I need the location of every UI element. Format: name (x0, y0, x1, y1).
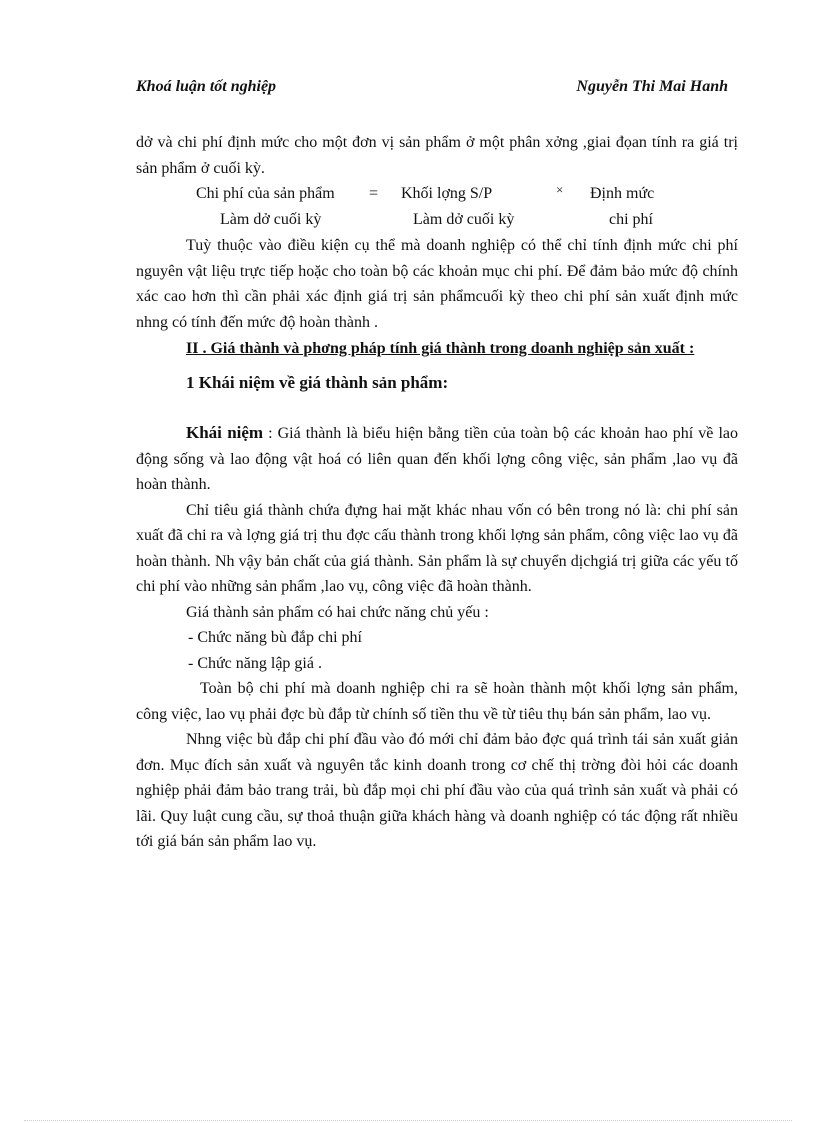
formula-mid-line1: Khối lợng S/P (401, 185, 493, 202)
formula-times: × (556, 182, 564, 197)
formula-rhs-line2: chi phí (609, 211, 653, 228)
header-author-name: Nguyễn Thi Mai Hanh (576, 78, 728, 95)
paragraph-total-cost: Toàn bộ chi phí mà doanh nghiệp chi ra sẽ hoàn thành một khối lợng sản phẩm, công việc, lao vụ phải đợc bù đắp từ chính số tiền thu về từ tiêu thụ bán sản phẩm, lao vụ. (136, 680, 738, 723)
definition-text: : Giá thành là biểu hiện bằng tiền của toàn bộ các khoản hao phí về lao động sống và lao động vật hoá có liên quan đến khối lợng công việc, sản phẩm ,lao vụ đã hoàn thành. (136, 425, 738, 493)
list-item: - Chức năng bù đắp chi phí (188, 629, 362, 646)
page-bottom-divider (24, 1120, 792, 1121)
document-body (136, 130, 738, 855)
formula-lhs-line2: Làm dở cuối kỳ (220, 211, 322, 228)
formula-rhs-line1: Định mức (590, 185, 655, 202)
paragraph-indicator: Chỉ tiêu giá thành chứa đựng hai mặt khác nhau vốn có bên trong nó là: chi phí sản xuất đã chi ra và lợng giá trị thu đợc cấu thành trong khối lợng sản phẩm, công việc lao vụ đã hoàn thành. Nh vậy bản chất của giá thành. Sản phẩm là sự chuyển dịchgiá trị giữa các yếu tố chi phí vào những sản phẩm ,lao vụ, công việc đã hoàn thành. (136, 501, 738, 595)
paragraph-functions-intro: Giá thành sản phẩm có hai chức năng chủ yếu : (186, 603, 489, 621)
subsection-heading: 1 Khái niệm về giá thành sản phẩm: (186, 373, 449, 392)
paragraph-intro: dở và chi phí định mức cho một đơn vị sản phẩm ở một phân xởng ,giai đọan tính ra giá trị sản phẩm ở cuối kỳ. (136, 134, 738, 177)
formula-mid-line2: Làm dở cuối kỳ (413, 211, 515, 228)
list-item: - Chức năng lập giá . (188, 654, 322, 672)
paragraph-dependence: Tuỳ thuộc vào điều kiện cụ thể mà doanh nghiệp có thể chỉ tính định mức chi phí nguyên vật liệu trực tiếp hoặc cho toàn bộ các khoản mục chi phí. Để đảm bảo mức độ chính xác cao hơn thì cần phải xác định giá trị sản phẩmcuối kỳ theo chi phí sản xuất định mức nhng có tính đến mức độ hoàn thành . (136, 237, 738, 331)
formula-lhs-line1: Chi phí của sản phẩm (196, 185, 335, 202)
paragraph-definition (136, 420, 738, 498)
formula-block (136, 181, 738, 233)
header-thesis-title: Khoá luận tốt nghiệp (136, 78, 277, 95)
formula-equals: = (369, 185, 379, 202)
section-heading: II . Giá thành và phơng pháp tính giá thành trong doanh nghiệp sản xuất : (186, 340, 695, 357)
term-label: Khái niệm (186, 423, 264, 442)
paragraph-compensation: Nhng việc bù đắp chi phí đầu vào đó mới chỉ đảm bảo đợc quá trình tái sản xuất giản đơn. Mục đích sản xuất và nguyên tắc kinh doanh trong cơ chế thị trờng đòi hỏi các doanh nghiệp phải đảm bảo trang trải, bù đắp mọi chi phí đầu vào của quá trình sản xuất và phải có lãi. Quy luật cung cầu, sự thoả thuận giữa khách hàng và doanh nghiệp có tác động rất nhiều tới giá bán sản phẩm lao vụ. (136, 731, 738, 850)
